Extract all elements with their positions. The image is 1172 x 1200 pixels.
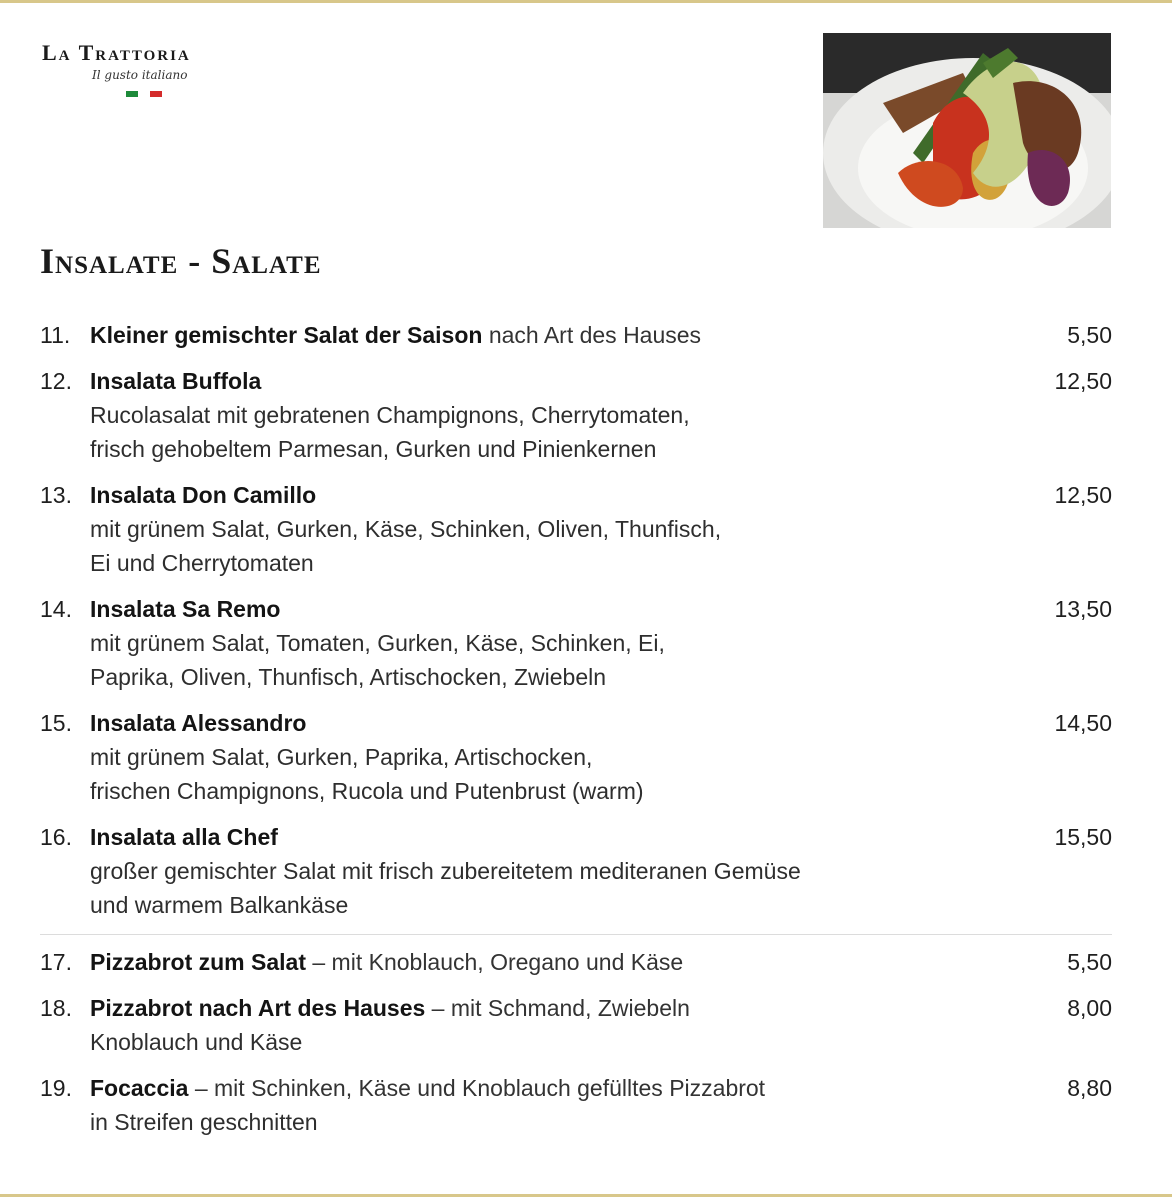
menu-item-inline-description: – mit Schmand, Zwiebeln	[425, 995, 690, 1021]
menu-item-number: 19.	[40, 1075, 72, 1101]
menu-item-price: 8,80	[1067, 1075, 1112, 1101]
italian-flag-icon	[126, 91, 252, 97]
menu-item-price: 5,50	[1067, 322, 1112, 348]
menu-item-title	[90, 824, 278, 850]
menu-item	[40, 318, 1112, 352]
menu-item-line	[40, 364, 1112, 398]
menu-item-line	[40, 478, 1112, 512]
menu-item-price: 5,50	[1067, 949, 1112, 975]
menu-item-title	[90, 1075, 765, 1101]
menu-item	[40, 706, 1112, 808]
menu-item-title	[90, 368, 261, 394]
restaurant-logo	[42, 40, 252, 97]
salad-photo	[823, 33, 1111, 228]
menu-item-line	[40, 1071, 1112, 1105]
menu-item	[40, 991, 1112, 1059]
menu-item-title	[90, 710, 306, 736]
menu-item-description: und warmem Balkankäse	[90, 892, 349, 918]
menu-item-description: Ei und Cherrytomaten	[90, 550, 314, 576]
menu-item-price: 12,50	[1054, 482, 1112, 508]
menu-item	[40, 945, 1112, 979]
menu-item-name: Pizzabrot nach Art des Hauses	[90, 995, 426, 1021]
menu-item-description: in Streifen geschnitten	[90, 1109, 318, 1135]
menu-item-number: 14.	[40, 596, 72, 622]
menu-item-inline-description: – mit Schinken, Käse und Knoblauch gefülltes Pizzabrot	[188, 1075, 766, 1101]
menu-item-title	[90, 482, 316, 508]
menu-item	[40, 364, 1112, 466]
menu-item-line	[40, 318, 1112, 352]
menu-item-line	[40, 706, 1112, 740]
menu-item-line	[40, 991, 1112, 1025]
menu-item-description: Knoblauch und Käse	[90, 1029, 303, 1055]
section-title: Insalate - Salate	[40, 241, 322, 281]
bottom-border	[0, 1194, 1172, 1197]
restaurant-tagline: Il gusto italiano	[92, 68, 188, 82]
bread-list	[40, 945, 1112, 1139]
menu-item-line	[40, 592, 1112, 626]
menu-item-name: Insalata Sa Remo	[90, 596, 281, 622]
menu-item-title	[90, 322, 701, 348]
menu-item-title	[90, 949, 683, 975]
menu-item-number: 11.	[40, 322, 71, 348]
menu-item-number: 12.	[40, 368, 72, 394]
menu-item-price: 14,50	[1054, 710, 1112, 736]
menu-item-title	[90, 596, 280, 622]
menu-item-number: 15.	[40, 710, 72, 736]
menu-item-number: 16.	[40, 824, 72, 850]
menu-item-line	[40, 820, 1112, 854]
menu-item-price: 12,50	[1054, 368, 1112, 394]
top-border	[0, 0, 1172, 3]
menu-item-price: 8,00	[1067, 995, 1112, 1021]
divider	[40, 934, 1112, 935]
menu-item-name: Insalata alla Chef	[90, 824, 278, 850]
menu-item	[40, 478, 1112, 580]
menu-item-inline-description: – mit Knoblauch, Oregano und Käse	[305, 949, 684, 975]
menu-item-name: Pizzabrot zum Salat	[90, 949, 306, 975]
menu-item	[40, 820, 1112, 922]
menu-item-price: 15,50	[1054, 824, 1112, 850]
menu-item-name: Focaccia	[90, 1075, 189, 1101]
salad-list	[40, 318, 1112, 922]
menu-item-description: mit grünem Salat, Tomaten, Gurken, Käse, Schinken, Ei,	[90, 630, 665, 656]
menu-item-description: mit grünem Salat, Gurken, Paprika, Artischocken,	[90, 744, 593, 770]
menu-item-description: Paprika, Oliven, Thunfisch, Artischocken, Zwiebeln	[90, 664, 607, 690]
menu-item-inline-description: nach Art des Hauses	[482, 322, 702, 348]
menu-item-name: Insalata Buffola	[90, 368, 262, 394]
menu-item	[40, 1071, 1112, 1139]
menu-item	[40, 592, 1112, 694]
menu-item-number: 18.	[40, 995, 72, 1021]
menu-item-name: Insalata Don Camillo	[90, 482, 317, 508]
restaurant-name: La Trattoria	[42, 40, 191, 65]
menu-item-description: frisch gehobeltem Parmesan, Gurken und Pinienkernen	[90, 436, 657, 462]
menu-item-title	[90, 995, 690, 1021]
menu-item-description: großer gemischter Salat mit frisch zubereitetem mediteranen Gemüse	[90, 858, 801, 884]
menu-item-description: frischen Champignons, Rucola und Putenbrust (warm)	[90, 778, 644, 804]
menu-list	[40, 318, 1112, 1151]
menu-item-number: 17.	[40, 949, 72, 975]
menu-item-price: 13,50	[1054, 596, 1112, 622]
menu-item-description: mit grünem Salat, Gurken, Käse, Schinken, Oliven, Thunfisch,	[90, 516, 722, 542]
menu-item-name: Insalata Alessandro	[90, 710, 307, 736]
menu-item-number: 13.	[40, 482, 72, 508]
menu-item-description: Rucolasalat mit gebratenen Champignons, Cherrytomaten,	[90, 402, 690, 428]
menu-item-name: Kleiner gemischter Salat der Saison	[90, 322, 483, 348]
menu-item-line	[40, 945, 1112, 979]
